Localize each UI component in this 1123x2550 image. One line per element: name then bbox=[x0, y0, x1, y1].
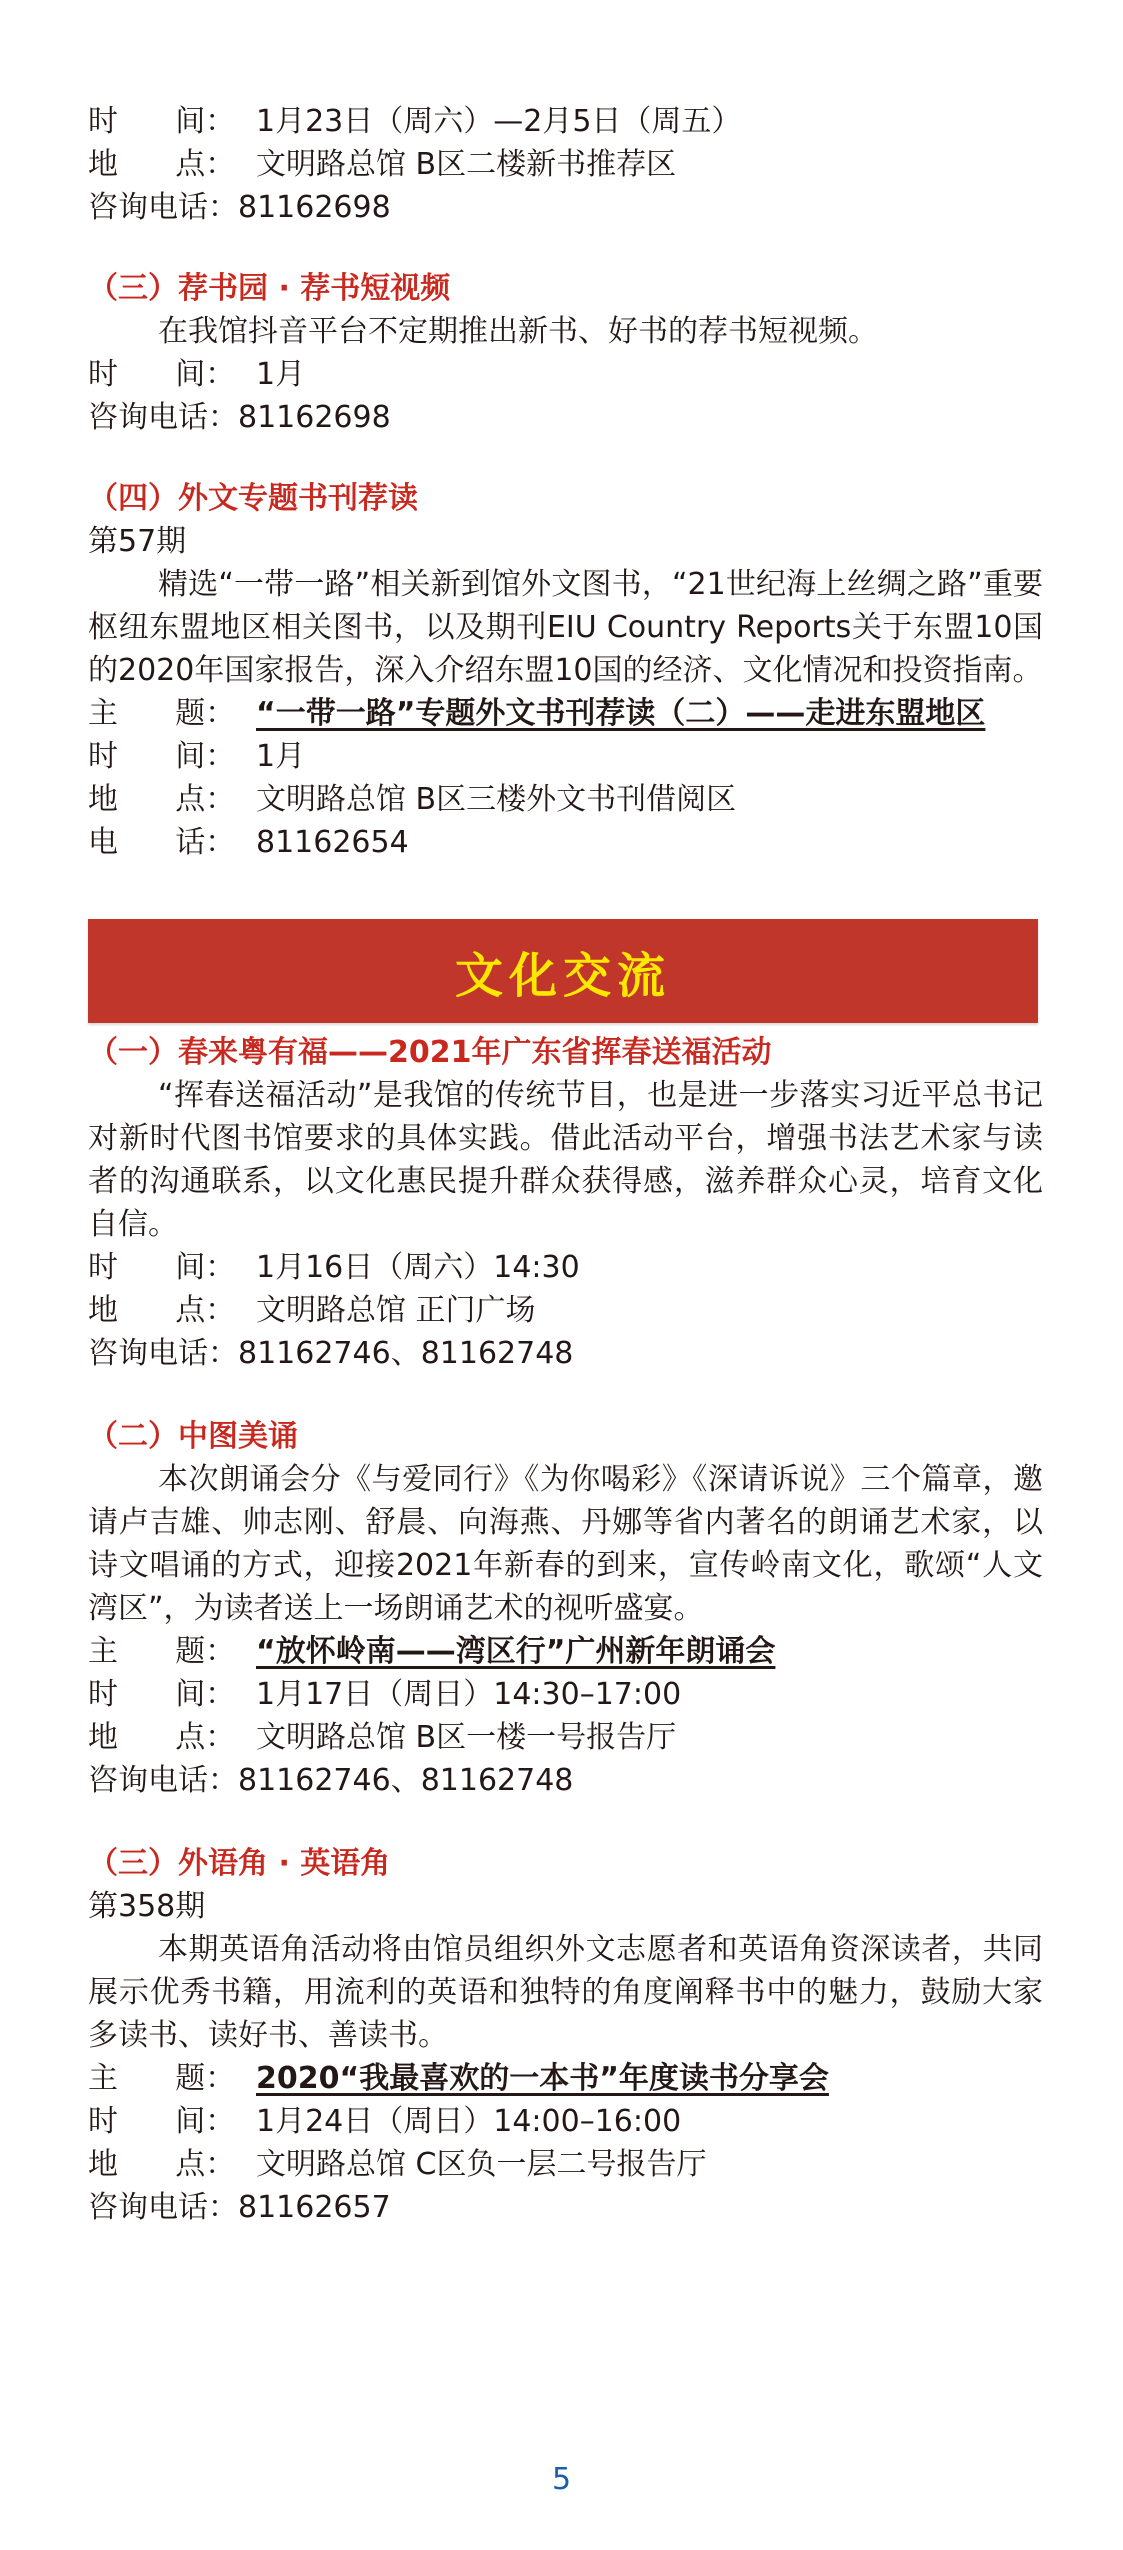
sec4-place-row bbox=[88, 778, 1043, 821]
section-description: 精选“一带一路”相关新到馆外文图书，“21世纪海上丝绸之路”重要枢纽东盟地区相关图书，以及期刊EIU Country Reports关于东盟10国的2020年国家报告，深入介绍东盟10国的经济、文化情况和投资指南。 bbox=[88, 567, 1043, 688]
ex2-time-row bbox=[88, 1673, 1043, 1716]
topic-label: 主 题： bbox=[88, 1634, 236, 1669]
section-title-recitation: （二）中图美诵 bbox=[88, 1419, 298, 1454]
time-label: 时 间： bbox=[88, 739, 236, 774]
phone-value: 81162698 bbox=[238, 400, 391, 435]
ex1-phone-row bbox=[88, 1332, 1043, 1375]
top-place-row bbox=[88, 143, 1043, 186]
place-value: 文明路总馆 正门广场 bbox=[256, 1293, 536, 1328]
ex3-time-row bbox=[88, 2100, 1043, 2143]
sec4-topic-row bbox=[88, 692, 1043, 735]
section-description: 本次朗诵会分《与爱同行》《为你喝彩》《深请诉说》三个篇章，邀请卢吉雄、帅志刚、舒晨、向海燕、丹娜等省内著名的朗诵艺术家，以诗文唱诵的方式，迎接2021年新春的到来，宣传岭南文化，歌颂“人文湾区”，为读者送上一场朗诵艺术的视听盛宴。 bbox=[88, 1462, 1043, 1626]
place-label: 地 点： bbox=[88, 147, 236, 182]
phone-label: 电 话： bbox=[88, 825, 236, 860]
time-value: 1月 bbox=[256, 357, 306, 392]
phone-value: 81162657 bbox=[238, 2190, 391, 2225]
topic-value: “放怀岭南——湾区行”广州新年朗诵会 bbox=[256, 1634, 776, 1669]
section-description: 在我馆抖音平台不定期推出新书、好书的荐书短视频。 bbox=[158, 314, 878, 349]
phone-label: 咨询电话： bbox=[88, 2190, 238, 2225]
topic-value: “一带一路”专题外文书刊荐读（二）——走进东盟地区 bbox=[256, 696, 986, 731]
time-label: 时 间： bbox=[88, 1250, 236, 1285]
page-number: 5 bbox=[551, 2462, 572, 2497]
phone-value: 81162746、81162748 bbox=[238, 1763, 574, 1798]
top-phone-row bbox=[88, 186, 1043, 229]
place-label: 地 点： bbox=[88, 782, 236, 817]
section-description: 本期英语角活动将由馆员组织外文志愿者和英语角资深读者，共同展示优秀书籍，用流利的英语和独特的角度阐释书中的魅力，鼓励大家多读书、读好书、善读书。 bbox=[88, 1932, 1043, 2053]
sec4-time-row bbox=[88, 735, 1043, 778]
phone-label: 咨询电话： bbox=[88, 1763, 238, 1798]
issue-number: 第358期 bbox=[88, 1889, 206, 1924]
place-value: 文明路总馆 B区三楼外文书刊借阅区 bbox=[256, 782, 737, 817]
section-description: “挥春送福活动”是我馆的传统节目，也是进一步落实习近平总书记对新时代图书馆要求的具体实践。借此活动平台，增强书法艺术家与读者的沟通联系，以文化惠民提升群众获得感，滋养群众心灵，培育文化自信。 bbox=[88, 1078, 1043, 1242]
ex3-place-row bbox=[88, 2143, 1043, 2186]
time-value: 1月16日（周六）14:30 bbox=[256, 1250, 580, 1285]
time-label: 时 间： bbox=[88, 104, 236, 139]
ex2-topic-row bbox=[88, 1630, 1043, 1673]
time-value: 1月24日（周日）14:00–16:00 bbox=[256, 2104, 682, 2139]
phone-label: 咨询电话： bbox=[88, 400, 238, 435]
place-label: 地 点： bbox=[88, 2147, 236, 2182]
place-label: 地 点： bbox=[88, 1293, 236, 1328]
phone-value: 81162654 bbox=[256, 825, 409, 860]
phone-label: 咨询电话： bbox=[88, 190, 238, 225]
ex1-time-row bbox=[88, 1246, 1043, 1289]
topic-label: 主 题： bbox=[88, 696, 236, 731]
page-content bbox=[88, 100, 1043, 2229]
section-banner bbox=[88, 919, 1038, 1023]
ex1-place-row bbox=[88, 1289, 1043, 1332]
section-title-english-corner: （三）外语角 · 英语角 bbox=[88, 1846, 391, 1881]
time-label: 时 间： bbox=[88, 357, 236, 392]
ex3-topic-row bbox=[88, 2057, 1043, 2100]
topic-label: 主 题： bbox=[88, 2061, 236, 2096]
place-label: 地 点： bbox=[88, 1720, 236, 1755]
time-label: 时 间： bbox=[88, 2104, 236, 2139]
ex2-phone-row bbox=[88, 1759, 1043, 1802]
issue-number: 第57期 bbox=[88, 524, 187, 559]
place-value: 文明路总馆 B区二楼新书推荐区 bbox=[256, 147, 677, 182]
time-label: 时 间： bbox=[88, 1677, 236, 1712]
ex2-place-row bbox=[88, 1716, 1043, 1759]
phone-value: 81162746、81162748 bbox=[238, 1336, 574, 1371]
time-value: 1月17日（周日）14:30–17:00 bbox=[256, 1677, 682, 1712]
sec3-phone-row bbox=[88, 396, 1043, 439]
place-value: 文明路总馆 C区负一层二号报告厅 bbox=[256, 2147, 707, 2182]
section-title-book-videos: （三）荐书园 · 荐书短视频 bbox=[88, 271, 451, 306]
time-value: 1月 bbox=[256, 739, 306, 774]
phone-value: 81162698 bbox=[238, 190, 391, 225]
banner-title: 文化交流 bbox=[454, 947, 671, 1004]
top-time-row bbox=[88, 100, 1043, 143]
sec4-phone-row bbox=[88, 821, 1043, 864]
place-value: 文明路总馆 B区一楼一号报告厅 bbox=[256, 1720, 677, 1755]
ex3-phone-row bbox=[88, 2186, 1043, 2229]
section-title-foreign-books: （四）外文专题书刊荐读 bbox=[88, 481, 418, 516]
time-value: 1月23日（周六）—2月5日（周五） bbox=[256, 104, 742, 139]
sec3-time-row bbox=[88, 353, 1043, 396]
section-title-spring-festival: （一）春来粤有福——2021年广东省挥春送福活动 bbox=[88, 1035, 772, 1070]
topic-value: 2020“我最喜欢的一本书”年度读书分享会 bbox=[256, 2061, 829, 2096]
phone-label: 咨询电话： bbox=[88, 1336, 238, 1371]
